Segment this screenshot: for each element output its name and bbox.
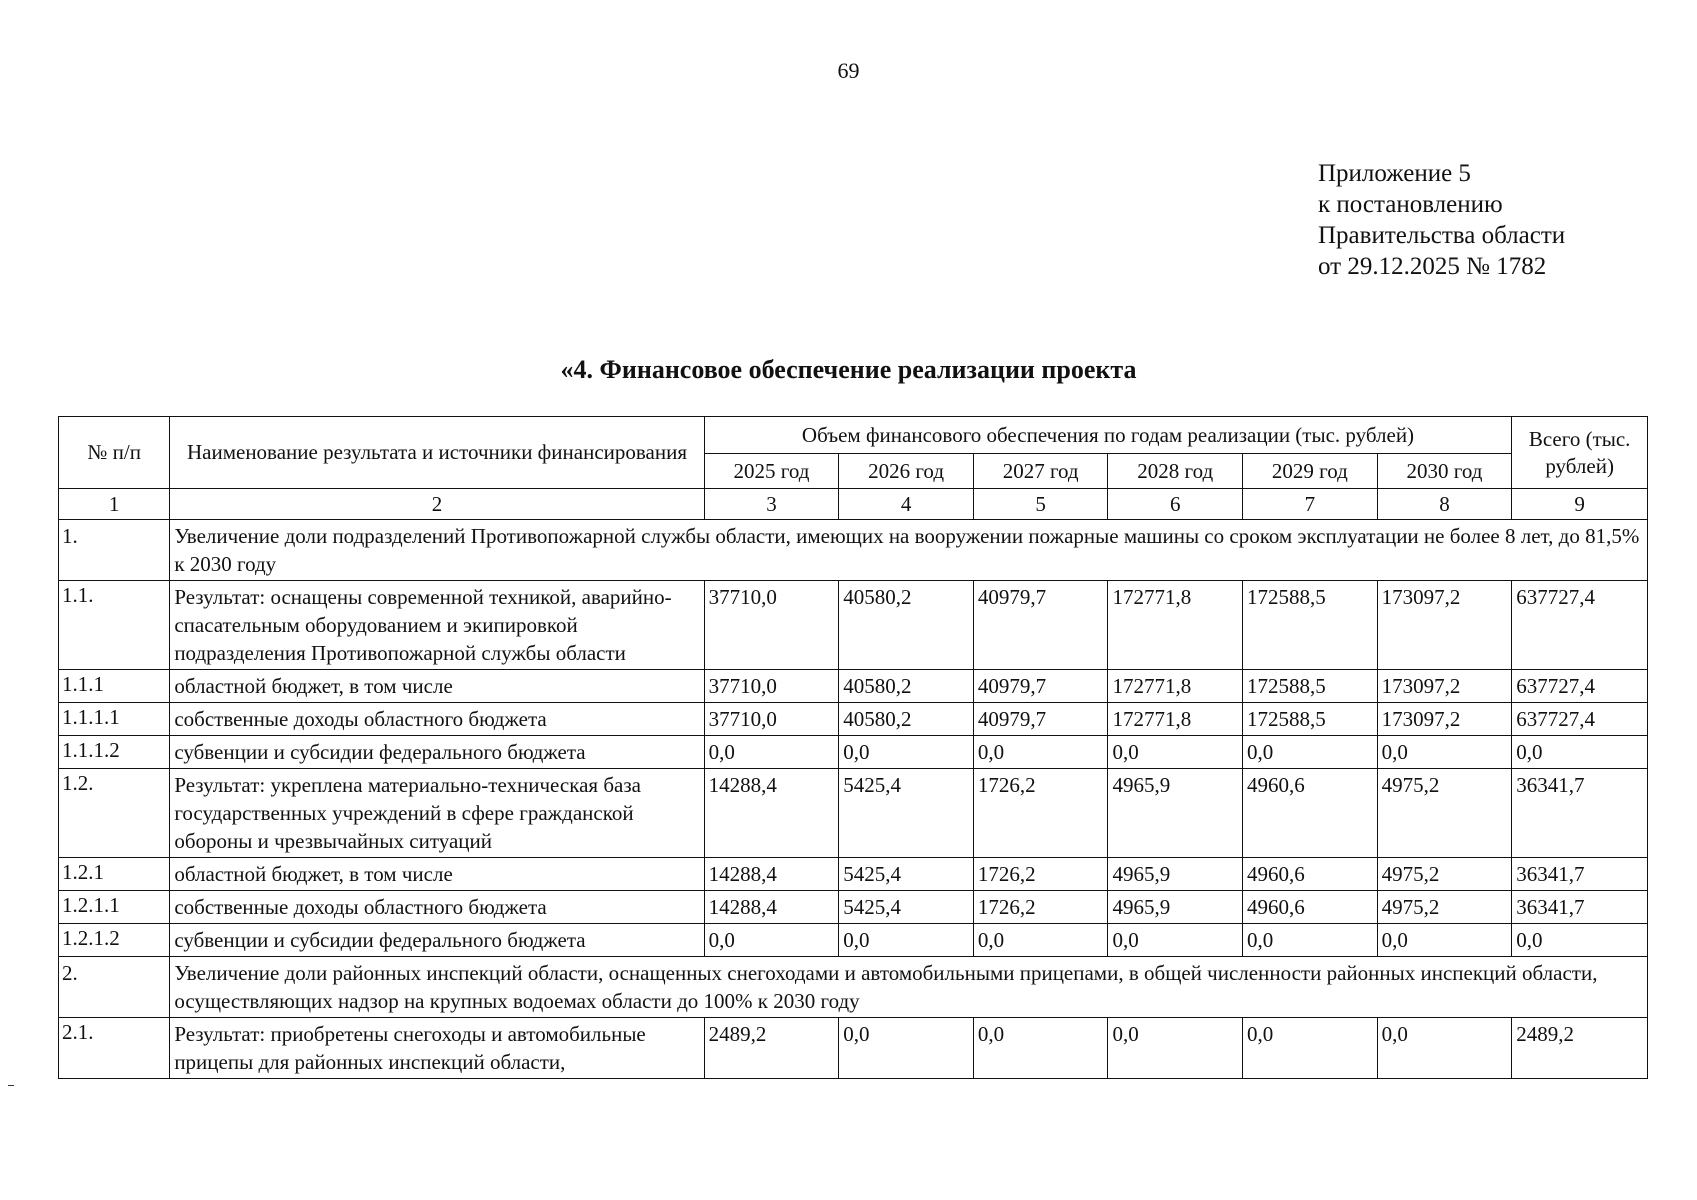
row-value: 14288,4 (704, 769, 839, 858)
row-value: 0,0 (1377, 1018, 1512, 1079)
row-value: 1726,2 (973, 891, 1108, 924)
section-row (59, 957, 1648, 1018)
row-value: 0,0 (973, 1018, 1108, 1079)
table-row (59, 703, 1648, 736)
row-value: 0,0 (1243, 924, 1378, 957)
row-name: собственные доходы областного бюджета (170, 703, 704, 736)
row-total: 637727,4 (1512, 670, 1648, 703)
row-total: 36341,7 (1512, 891, 1648, 924)
row-value: 172771,8 (1108, 703, 1243, 736)
row-value: 172771,8 (1108, 670, 1243, 703)
row-value: 0,0 (1377, 924, 1512, 957)
table-row (59, 769, 1648, 858)
row-total: 637727,4 (1512, 581, 1648, 670)
row-value: 172771,8 (1108, 581, 1243, 670)
row-value: 173097,2 (1377, 670, 1512, 703)
financing-table (58, 416, 1648, 1079)
section-row (59, 520, 1648, 581)
row-total: 0,0 (1512, 924, 1648, 957)
row-value: 0,0 (973, 924, 1108, 957)
table-row (59, 736, 1648, 769)
row-value: 4975,2 (1377, 891, 1512, 924)
section-text: Увеличение доли районных инспекций области, оснащенных снегоходами и автомобильными прицепами, в общей численности районных инспекций области, осуществляющих надзор на крупных водоемах области до 100% к 2030 году (170, 957, 1648, 1018)
row-value: 0,0 (1243, 736, 1378, 769)
table-row (59, 1018, 1648, 1079)
row-value: 0,0 (839, 1018, 974, 1079)
row-value: 40979,7 (973, 703, 1108, 736)
table-row (59, 924, 1648, 957)
row-value: 173097,2 (1377, 703, 1512, 736)
row-value: 37710,0 (704, 581, 839, 670)
row-code: 1.2. (59, 769, 170, 858)
header-year: 2030 год (1377, 454, 1512, 489)
row-value: 5425,4 (839, 891, 974, 924)
row-code: 2. (59, 957, 170, 1018)
row-value: 5425,4 (839, 769, 974, 858)
financing-table-wrapper (58, 416, 1648, 1079)
row-name: областной бюджет, в том числе (170, 858, 704, 891)
row-value: 14288,4 (704, 891, 839, 924)
table-row (59, 858, 1648, 891)
column-number: 4 (839, 489, 974, 520)
row-value: 4975,2 (1377, 769, 1512, 858)
header-year: 2025 год (704, 454, 839, 489)
row-value: 4960,6 (1243, 891, 1378, 924)
header-volume: Объем финансового обеспечения по годам реализации (тыс. рублей) (704, 417, 1512, 454)
column-number: 9 (1512, 489, 1648, 520)
table-row (59, 670, 1648, 703)
row-value: 14288,4 (704, 858, 839, 891)
column-number: 2 (170, 489, 704, 520)
row-code: 1.1.1.2 (59, 736, 170, 769)
row-value: 40580,2 (839, 703, 974, 736)
row-code: 2.1. (59, 1018, 170, 1079)
row-total: 36341,7 (1512, 769, 1648, 858)
row-value: 4965,9 (1108, 858, 1243, 891)
appendix-line: от 29.12.2025 № 1782 (1318, 253, 1547, 280)
row-total: 0,0 (1512, 736, 1648, 769)
row-value: 0,0 (1377, 736, 1512, 769)
appendix-line: к постановлению (1318, 191, 1503, 218)
column-number: 3 (704, 489, 839, 520)
row-total: 36341,7 (1512, 858, 1648, 891)
row-value: 40979,7 (973, 670, 1108, 703)
row-code: 1.2.1.2 (59, 924, 170, 957)
row-value: 173097,2 (1377, 581, 1512, 670)
row-value: 4975,2 (1377, 858, 1512, 891)
row-total: 2489,2 (1512, 1018, 1648, 1079)
row-value: 4965,9 (1108, 891, 1243, 924)
row-code: 1.1. (59, 581, 170, 670)
row-name: субвенции и субсидии федерального бюджета (170, 924, 704, 957)
row-value: 172588,5 (1243, 670, 1378, 703)
row-name: субвенции и субсидии федерального бюджета (170, 736, 704, 769)
table-header (59, 417, 1648, 520)
row-name: областной бюджет, в том числе (170, 670, 704, 703)
header-year: 2029 год (1243, 454, 1378, 489)
row-value: 40580,2 (839, 670, 974, 703)
row-value: 172588,5 (1243, 703, 1378, 736)
row-value: 1726,2 (973, 769, 1108, 858)
row-value: 0,0 (704, 924, 839, 957)
row-value: 0,0 (839, 924, 974, 957)
appendix-line: Приложение 5 (1318, 160, 1471, 187)
row-name: Результат: оснащены современной техникой, аварийно-спасательным оборудованием и экипировкой подразделения Противопожарной службы области (170, 581, 704, 670)
row-value: 0,0 (1108, 736, 1243, 769)
table-row (59, 891, 1648, 924)
row-value: 0,0 (704, 736, 839, 769)
row-total: 637727,4 (1512, 703, 1648, 736)
row-value: 4960,6 (1243, 858, 1378, 891)
row-value: 2489,2 (704, 1018, 839, 1079)
row-value: 4960,6 (1243, 769, 1378, 858)
row-value: 40580,2 (839, 581, 974, 670)
column-number: 8 (1377, 489, 1512, 520)
row-value: 0,0 (839, 736, 974, 769)
appendix-line: Правительства области (1318, 222, 1566, 249)
row-value: 0,0 (1108, 1018, 1243, 1079)
header-number: № п/п (59, 417, 170, 489)
row-value: 1726,2 (973, 858, 1108, 891)
column-number: 1 (59, 489, 170, 520)
document-title: «4. Финансовое обеспечение реализации проекта (560, 355, 1137, 384)
row-code: 1. (59, 520, 170, 581)
row-code: 1.2.1 (59, 858, 170, 891)
row-value: 37710,0 (704, 670, 839, 703)
column-number: 6 (1108, 489, 1243, 520)
row-value: 172588,5 (1243, 581, 1378, 670)
row-value: 37710,0 (704, 703, 839, 736)
header-year: 2028 год (1108, 454, 1243, 489)
scan-edge-mark (8, 1085, 14, 1086)
row-name: собственные доходы областного бюджета (170, 891, 704, 924)
row-value: 0,0 (973, 736, 1108, 769)
header-year: 2027 год (973, 454, 1108, 489)
page-number: 69 (837, 58, 860, 83)
row-name: Результат: укреплена материально-техническая база государственных учреждений в сфере гражданской обороны и чрезвычайных ситуаций (170, 769, 704, 858)
header-total: Всего (тыс. рублей) (1512, 417, 1648, 489)
row-value: 40979,7 (973, 581, 1108, 670)
section-text: Увеличение доли подразделений Противопожарной службы области, имеющих на вооружении пожарные машины со сроком эксплуатации не более 8 лет, до 81,5% к 2030 году (170, 520, 1648, 581)
row-name: Результат: приобретены снегоходы и автомобильные прицепы для районных инспекций области, (170, 1018, 704, 1079)
row-value: 5425,4 (839, 858, 974, 891)
column-number-row (59, 489, 1648, 520)
table-body (59, 520, 1648, 1079)
row-value: 0,0 (1243, 1018, 1378, 1079)
appendix-block (1318, 158, 1565, 282)
column-number: 7 (1243, 489, 1378, 520)
header-name: Наименование результата и источники финансирования (170, 417, 704, 489)
row-code: 1.2.1.1 (59, 891, 170, 924)
column-number: 5 (973, 489, 1108, 520)
row-code: 1.1.1 (59, 670, 170, 703)
table-row (59, 581, 1648, 670)
header-year: 2026 год (839, 454, 974, 489)
row-value: 0,0 (1108, 924, 1243, 957)
row-code: 1.1.1.1 (59, 703, 170, 736)
row-value: 4965,9 (1108, 769, 1243, 858)
